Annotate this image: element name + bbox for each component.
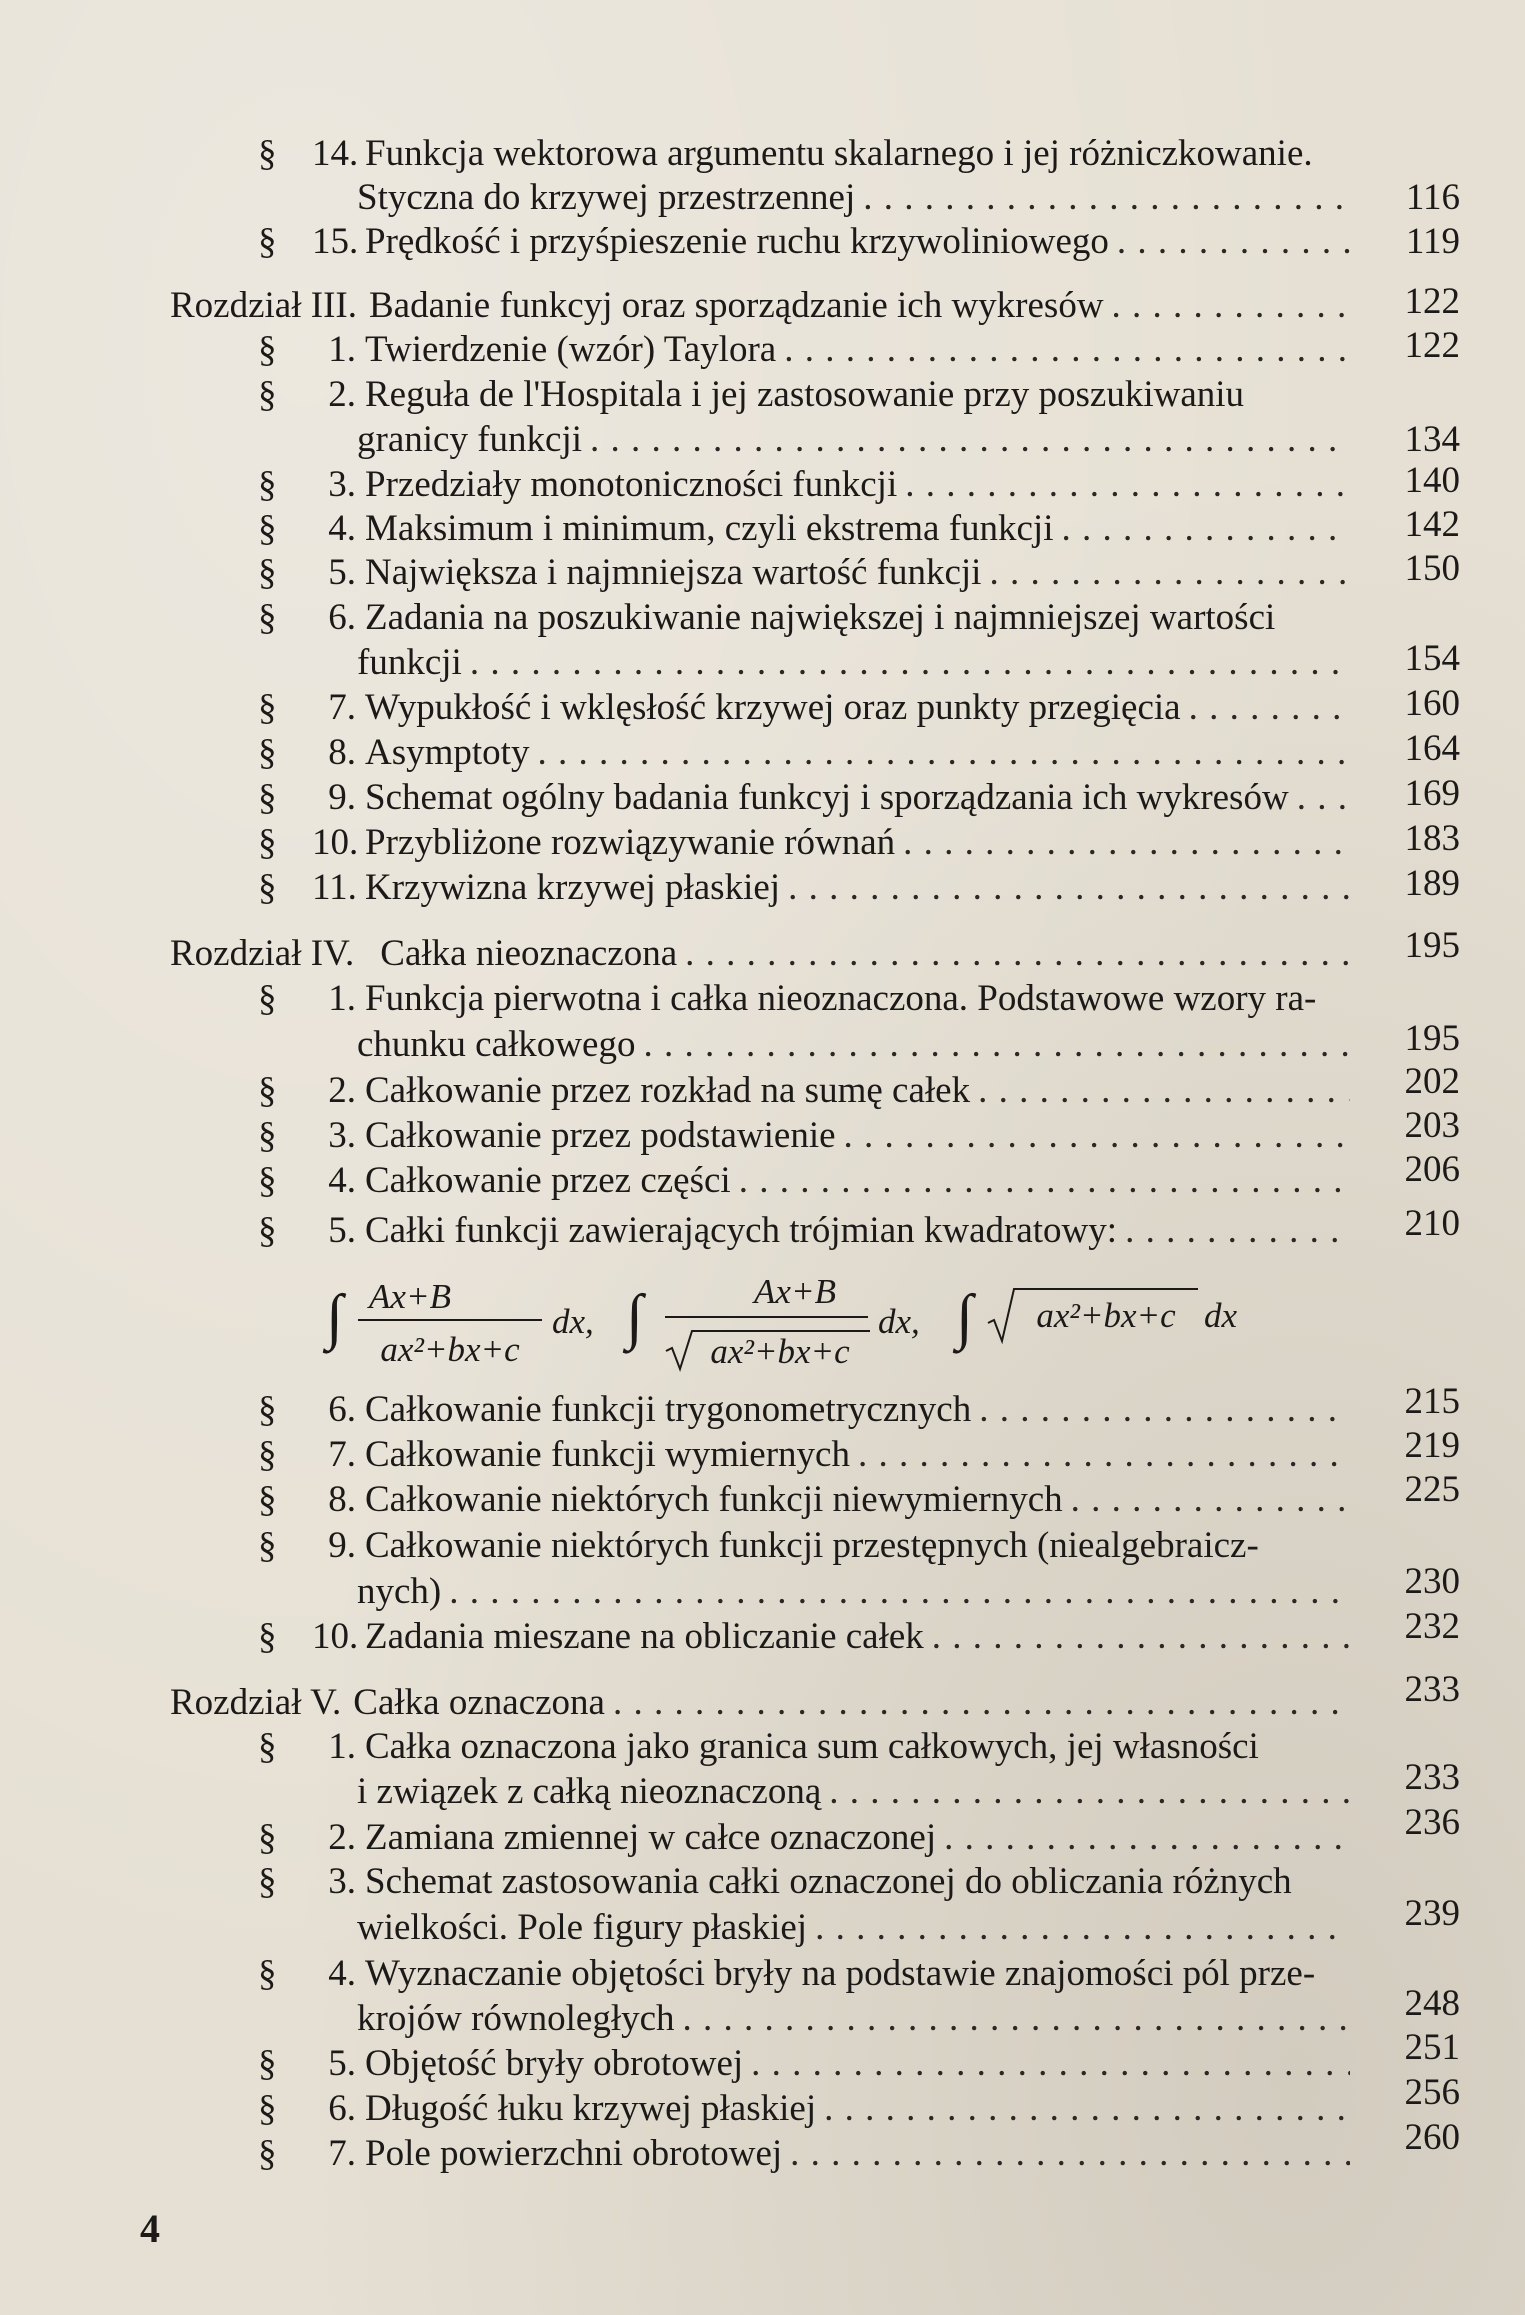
section-sign: § [258, 1479, 277, 1520]
leader-dots [441, 1572, 1350, 1612]
section-sign: § [258, 822, 277, 863]
section-number: 5. [328, 2043, 356, 2084]
leader-dots [776, 330, 1350, 370]
page-number: 215 [1404, 1381, 1460, 1422]
page-number: 233 [1404, 1669, 1460, 1710]
section-number: 7. [328, 687, 356, 728]
formula-2-dx: dx, [878, 1302, 920, 1341]
toc-entry-continuation [357, 1908, 1350, 1948]
leader-dots [677, 934, 1350, 974]
chapter-title: Całka nieoznaczona [380, 933, 678, 974]
entry-title: Maksimum i minimum, czyli ekstrema funkcji [365, 508, 1054, 549]
toc-entry-continuation [357, 1772, 1350, 1812]
section-number: 15. [312, 221, 359, 262]
leader-dots [462, 643, 1350, 683]
integral-formulas [320, 1265, 1280, 1385]
toc-entry [258, 1862, 1350, 1902]
leader-dots [605, 1683, 1350, 1723]
chapter-title: Badanie funkcyj oraz sporządzanie ich wykresów [368, 285, 1104, 326]
toc-entry [258, 1435, 1350, 1475]
toc-entry [258, 1116, 1350, 1156]
entry-title: chunku całkowego [357, 1024, 636, 1065]
entry-title: wielkości. Pole figury płaskiej [357, 1907, 808, 1948]
leader-dots [1063, 1480, 1350, 1520]
entry-title: granicy funkcji [357, 419, 582, 460]
page-number: 122 [1404, 325, 1460, 366]
section-sign: § [258, 1953, 277, 1994]
toc-entry-continuation [357, 1025, 1350, 1065]
entry-title: Całkowanie funkcji wymiernych [365, 1434, 850, 1475]
page-number: 232 [1404, 1606, 1460, 1647]
formula-3-dx: dx [1204, 1296, 1238, 1335]
toc-entry [258, 509, 1350, 549]
entry-title: funkcji [357, 642, 462, 683]
leader-dots [924, 1617, 1350, 1657]
section-number: 5. [328, 552, 356, 593]
section-number: 9. [328, 1525, 356, 1566]
formula-1-dx: dx, [552, 1302, 594, 1341]
section-sign: § [258, 464, 277, 505]
entry-title: Schemat ogólny badania funkcyj i sporządzania ich wykresów [365, 777, 1289, 818]
toc-entry [258, 1161, 1350, 1201]
page-number: 236 [1404, 1802, 1460, 1843]
toc-entry [258, 688, 1350, 728]
section-sign: § [258, 2133, 277, 2174]
section-sign: § [258, 732, 277, 773]
page-number: 260 [1404, 2117, 1460, 2158]
entry-title: Przybliżone rozwiązywanie równań [365, 822, 896, 863]
toc-entry [258, 598, 1350, 638]
toc-entry [258, 375, 1350, 415]
leader-dots [780, 868, 1350, 908]
entry-title: Prędkość i przyśpieszenie ruchu krzywoliniowego [365, 221, 1109, 262]
page-number: 142 [1404, 504, 1460, 545]
toc-entry [258, 1818, 1350, 1858]
section-number: 8. [328, 732, 356, 773]
section-number: 2. [328, 374, 356, 415]
page-number: 183 [1404, 818, 1460, 859]
leader-dots [981, 553, 1350, 593]
leader-dots [782, 2134, 1350, 2174]
entry-title: Całkowanie przez podstawienie [365, 1115, 836, 1156]
toc-entry [258, 553, 1350, 593]
section-number: 7. [328, 2133, 356, 2174]
chapter-label: Rozdział V. [170, 1682, 342, 1723]
page-number: 134 [1404, 419, 1460, 460]
entry-title: Styczna do krzywej przestrzennej [357, 177, 856, 218]
section-number: 1. [328, 1726, 356, 1767]
section-number: 4. [328, 1953, 356, 1994]
entry-title: Funkcja pierwotna i całka nieoznaczona. Podstawowe wzory ra- [365, 978, 1317, 1019]
page-number: 248 [1404, 1983, 1460, 2024]
section-number: 10. [312, 822, 359, 863]
section-number: 3. [328, 464, 356, 505]
section-sign: § [258, 597, 277, 638]
entry-title: Zadania mieszane na obliczanie całek [365, 1616, 924, 1657]
chapter-heading [170, 1683, 1350, 1723]
entry-title: Zadania na poszukiwanie największej i najmniejszej wartości [365, 597, 1276, 638]
section-number: 5. [328, 1210, 356, 1251]
page-number: 210 [1404, 1203, 1460, 1244]
leader-dots [1289, 778, 1350, 818]
chapter-heading [170, 286, 1350, 326]
section-sign: § [258, 552, 277, 593]
section-sign: § [258, 2088, 277, 2129]
page-number: 164 [1404, 728, 1460, 769]
section-number: 9. [328, 777, 356, 818]
leader-dots [850, 1435, 1350, 1475]
toc-entry [258, 2089, 1350, 2129]
section-sign: § [258, 1389, 277, 1430]
entry-title: Całkowanie funkcji trygonometrycznych [365, 1389, 972, 1430]
page-number: 256 [1404, 2072, 1460, 2113]
section-number: 7. [328, 1434, 356, 1475]
formula-2-numerator: Ax+B [754, 1272, 836, 1311]
formula-1-denominator: ax²+bx+c [380, 1330, 520, 1369]
toc-entry [258, 2134, 1350, 2174]
section-sign: § [258, 1726, 277, 1767]
toc-entry [258, 823, 1350, 863]
leader-dots [731, 1161, 1350, 1201]
leader-dots [816, 2089, 1350, 2129]
section-sign: § [258, 1434, 277, 1475]
entry-title: Całkowanie niektórych funkcji przestępnych (niealgebraicz- [365, 1525, 1259, 1566]
section-number: 3. [328, 1861, 356, 1902]
entry-title: Asymptoty [365, 732, 530, 773]
section-sign: § [258, 777, 277, 818]
page-folio: 4 [140, 2206, 160, 2251]
page-number: 119 [1405, 221, 1460, 262]
formula-3-body: ax²+bx+c [1036, 1296, 1176, 1335]
leader-dots [1104, 286, 1350, 326]
section-number: 3. [328, 1115, 356, 1156]
leader-dots [1181, 688, 1350, 728]
toc-entry [258, 1526, 1350, 1566]
page-number: 233 [1404, 1757, 1460, 1798]
page-number: 150 [1404, 548, 1460, 589]
entry-title: Funkcja wektorowa argumentu skalarnego i jej różniczkowanie. [365, 133, 1313, 174]
section-number: 2. [328, 1817, 356, 1858]
entry-title: Krzywizna krzywej płaskiej [365, 867, 781, 908]
entry-title: krojów równoległych [357, 1998, 675, 2039]
toc-entry [258, 2044, 1350, 2084]
section-number: 1. [328, 329, 356, 370]
page-number: 169 [1404, 773, 1460, 814]
entry-title: Objętość bryły obrotowej [365, 2043, 744, 2084]
section-sign: § [258, 687, 277, 728]
toc-entry [258, 733, 1350, 773]
entry-title: Całkowanie przez rozkład na sumę całek [365, 1070, 971, 1111]
section-number: 4. [328, 1160, 356, 1201]
section-sign: § [258, 1817, 277, 1858]
toc-entry [258, 868, 1350, 908]
entry-title: Schemat zastosowania całki oznaczonej do obliczania różnych [365, 1861, 1292, 1902]
chapter-heading [170, 934, 1350, 974]
section-sign: § [258, 1210, 277, 1251]
formula-2-denominator: ax²+bx+c [710, 1332, 850, 1371]
toc-entry [258, 1211, 1350, 1251]
leader-dots [675, 1999, 1350, 2039]
section-sign: § [258, 1616, 277, 1657]
leader-dots [970, 1071, 1350, 1111]
leader-dots [743, 2044, 1350, 2084]
page-number: 160 [1404, 683, 1460, 724]
section-sign: § [258, 2043, 277, 2084]
leader-dots [1117, 1211, 1350, 1251]
entry-title: Wyznaczanie objętości bryły na podstawie znajomości pól prze- [365, 1953, 1316, 1994]
leader-dots [897, 465, 1350, 505]
integral-sign: ∫ [956, 1283, 973, 1351]
page-number: 203 [1404, 1105, 1460, 1146]
toc-entry [258, 1071, 1350, 1111]
leader-dots [836, 1116, 1350, 1156]
toc-entry-continuation [357, 178, 1350, 218]
page-number: 195 [1404, 925, 1460, 966]
toc-entry [258, 134, 1350, 174]
section-number: 11. [312, 867, 357, 908]
entry-title: Całkowanie przez części [365, 1160, 731, 1201]
section-number: 1. [328, 978, 356, 1019]
section-sign: § [258, 1861, 277, 1902]
toc-entry-continuation [357, 420, 1350, 460]
section-number: 10. [312, 1616, 359, 1657]
toc-entry [258, 979, 1350, 1019]
page-number: 219 [1404, 1425, 1460, 1466]
leader-dots [1054, 509, 1351, 549]
section-number: 6. [328, 1389, 356, 1430]
toc-entry [258, 222, 1350, 262]
entry-title: Całka oznaczona jako granica sum całkowych, jej własności [365, 1726, 1259, 1767]
section-number: 6. [328, 597, 356, 638]
page-number: 251 [1404, 2027, 1460, 2068]
toc-entry [258, 778, 1350, 818]
leader-dots [1109, 222, 1350, 262]
leader-dots [936, 1818, 1350, 1858]
page-number: 140 [1404, 460, 1460, 501]
section-sign: § [258, 133, 277, 174]
page-number: 206 [1404, 1149, 1460, 1190]
page-number: 239 [1404, 1893, 1460, 1934]
integral-sign: ∫ [626, 1283, 643, 1351]
section-sign: § [258, 374, 277, 415]
section-sign: § [258, 221, 277, 262]
leader-dots [529, 733, 1350, 773]
section-sign: § [258, 329, 277, 370]
leader-dots [635, 1025, 1350, 1065]
section-number: 2. [328, 1070, 356, 1111]
leader-dots [821, 1772, 1350, 1812]
page-number: 225 [1404, 1469, 1460, 1510]
entry-title: Reguła de l'Hospitala i jej zastosowanie przy poszukiwaniu [365, 374, 1245, 415]
integral-sign: ∫ [326, 1283, 343, 1351]
entry-title: Zamiana zmiennej w całce oznaczonej [365, 1817, 937, 1858]
section-sign: § [258, 867, 277, 908]
entry-title: Wypukłość i wklęsłość krzywej oraz punkty przegięcia [365, 687, 1181, 728]
toc-entry-continuation [357, 1572, 1350, 1612]
entry-title: nych) [357, 1571, 442, 1612]
section-number: 8. [328, 1479, 356, 1520]
entry-title: Największa i najmniejsza wartość funkcji [365, 552, 982, 593]
page-number: 230 [1404, 1561, 1460, 1602]
page-number: 122 [1404, 281, 1460, 322]
toc-entry [258, 1727, 1350, 1767]
entry-title: Całkowanie niektórych funkcji niewymiernych [365, 1479, 1063, 1520]
toc-entry [258, 330, 1350, 370]
toc-entry-continuation [357, 1999, 1350, 2039]
page-number: 202 [1404, 1061, 1460, 1102]
chapter-label: Rozdział III. [170, 285, 357, 326]
section-sign: § [258, 1160, 277, 1201]
leader-dots [807, 1908, 1350, 1948]
section-sign: § [258, 978, 277, 1019]
toc-entry [258, 1617, 1350, 1657]
page-number: 189 [1404, 863, 1460, 904]
entry-title: i związek z całką nieoznaczoną [357, 1771, 822, 1812]
leader-dots [971, 1390, 1350, 1430]
toc-entry [258, 1954, 1350, 1994]
leader-dots [582, 420, 1350, 460]
chapter-label: Rozdział IV. [170, 933, 355, 974]
section-sign: § [258, 1115, 277, 1156]
entry-title: Przedziały monotoniczności funkcji [365, 464, 898, 505]
section-number: 14. [312, 133, 359, 174]
entry-title: Długość łuku krzywej płaskiej [365, 2088, 817, 2129]
section-sign: § [258, 508, 277, 549]
section-sign: § [258, 1070, 277, 1111]
entry-title: Twierdzenie (wzór) Taylora [365, 329, 777, 370]
leader-dots [855, 178, 1350, 218]
entry-title: Pole powierzchni obrotowej [365, 2133, 783, 2174]
leader-dots [895, 823, 1350, 863]
toc-entry [258, 465, 1350, 505]
toc-entry [258, 1390, 1350, 1430]
entry-title: Całki funkcji zawierających trójmian kwadratowy: [365, 1210, 1118, 1251]
section-number: 4. [328, 508, 356, 549]
toc-entry [258, 1480, 1350, 1520]
section-sign: § [258, 1525, 277, 1566]
toc-entry-continuation [357, 643, 1350, 683]
chapter-title: Całka oznaczona [353, 1682, 605, 1723]
page-number: 116 [1405, 177, 1460, 218]
section-number: 6. [328, 2088, 356, 2129]
page-number: 195 [1404, 1018, 1460, 1059]
formula-1-numerator: Ax+B [369, 1277, 451, 1316]
page-number: 154 [1404, 638, 1460, 679]
